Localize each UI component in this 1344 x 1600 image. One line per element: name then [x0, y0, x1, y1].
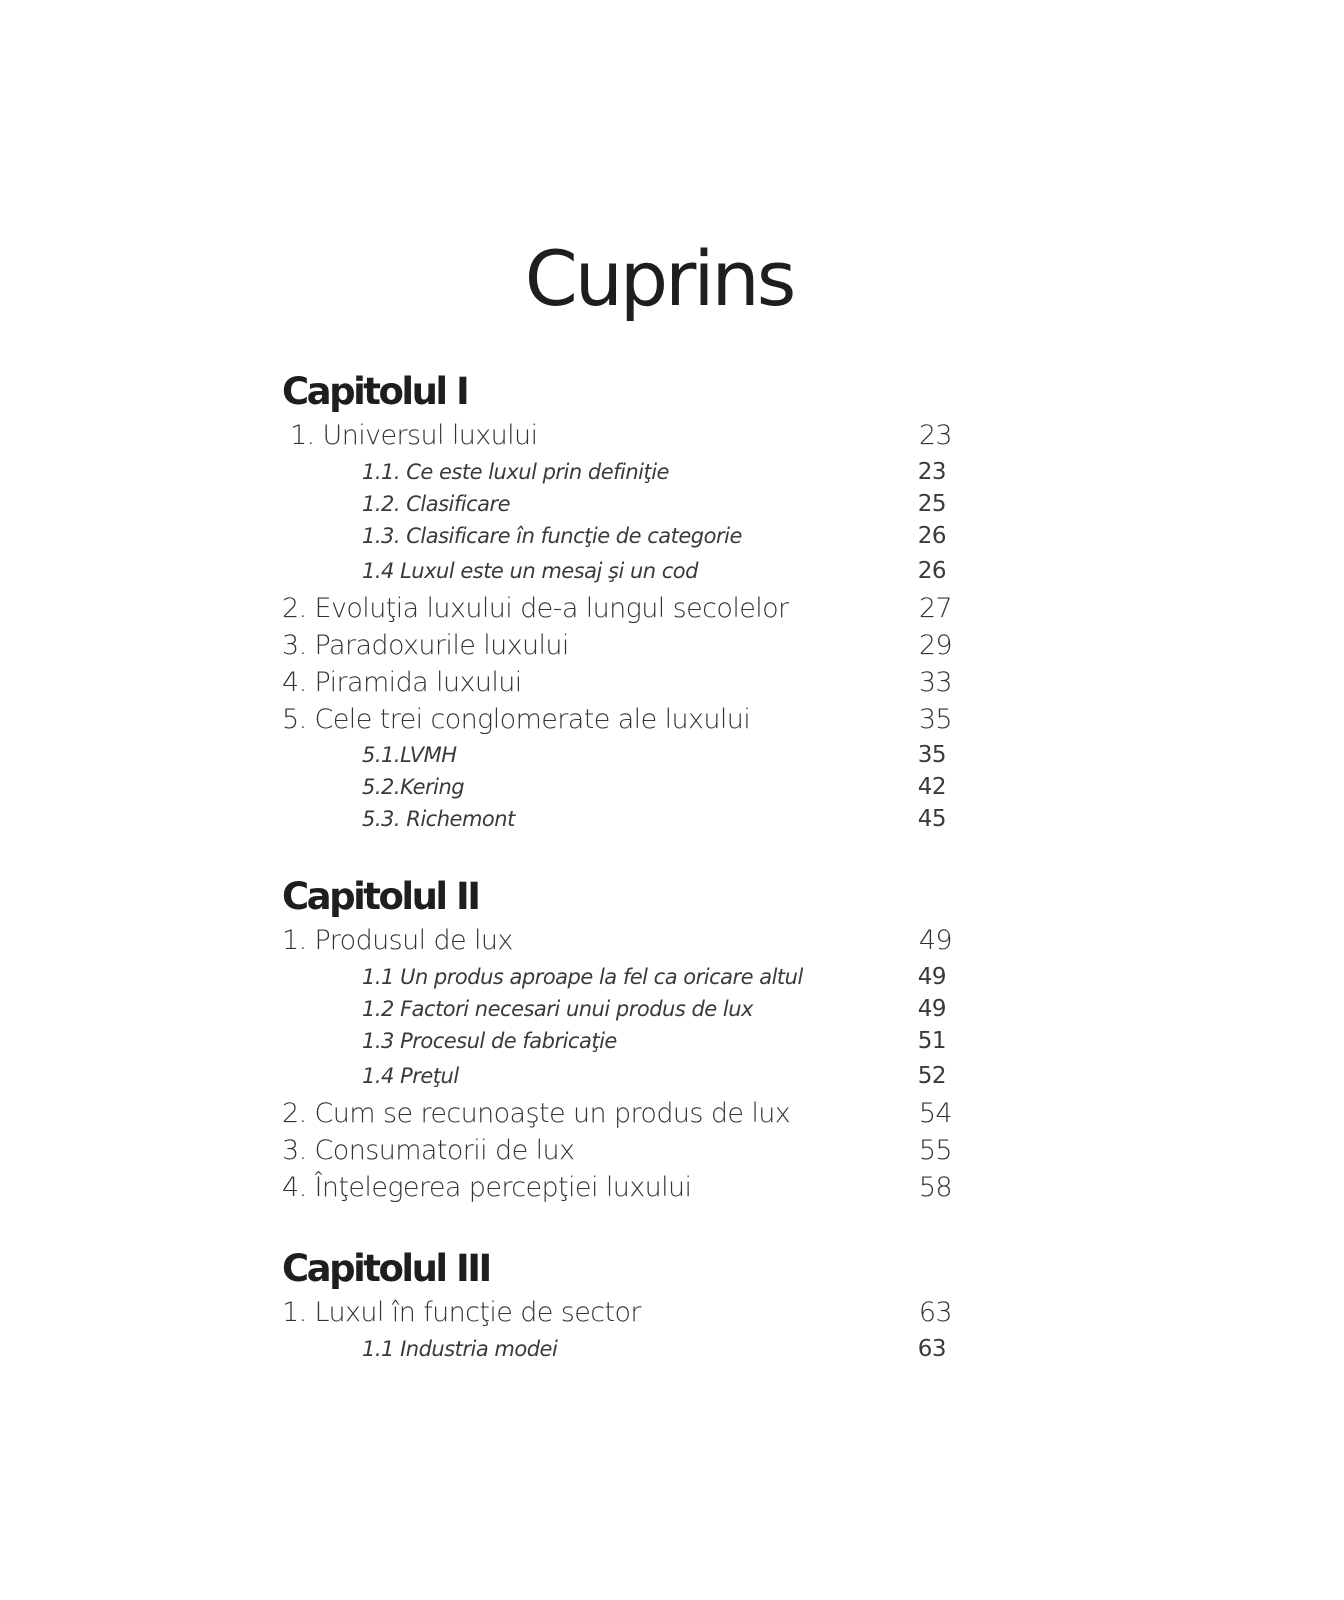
toc-entry-title: 4. Piramida luxului — [282, 667, 522, 698]
toc-page-number: 29 — [918, 630, 952, 661]
toc-subentry — [282, 552, 962, 590]
toc-entry-title: 2. Evoluţia luxului de-a lungul secolelor — [282, 593, 789, 624]
toc-page-number: 35 — [918, 704, 952, 735]
toc-page-number: 52 — [917, 1063, 946, 1089]
toc-entry-title: 1.3. Clasificare în funcţie de categorie — [362, 524, 742, 548]
toc-page-number: 23 — [917, 459, 946, 485]
toc-entry — [282, 416, 962, 456]
toc-page-number: 26 — [917, 523, 946, 549]
toc-page-number: 49 — [918, 925, 952, 956]
toc-page-number: 54 — [918, 1098, 952, 1129]
toc-entry-title: 5.1.LVMH — [362, 743, 457, 767]
toc-entry-title: 1.1 Industria modei — [362, 1337, 558, 1361]
toc-entry — [282, 590, 962, 627]
toc-subentry — [282, 961, 962, 993]
toc-entry — [282, 921, 962, 961]
toc-page-number: 45 — [917, 806, 946, 832]
toc-subentry — [282, 1333, 962, 1365]
toc-page-number: 35 — [917, 742, 946, 768]
toc-subentry — [282, 739, 962, 771]
chapter-heading: Capitolul III — [282, 1247, 490, 1290]
toc-subentry — [282, 488, 962, 520]
toc-entry-title: 1.1 Un produs aproape la fel ca oricare altul — [362, 965, 803, 989]
chapter-3 — [282, 1247, 962, 1365]
toc-entry — [282, 1095, 962, 1132]
toc-entry — [282, 1293, 962, 1333]
toc-entry-title: 1.2. Clasificare — [362, 492, 511, 516]
toc-entry-title: 1.4 Preţul — [362, 1064, 459, 1088]
toc-entry — [282, 701, 962, 739]
toc-entry-title: 4. Înţelegerea percepţiei luxului — [282, 1172, 692, 1203]
toc-entry-title: 3. Consumatorii de lux — [282, 1135, 575, 1166]
toc-page-number: 42 — [917, 774, 946, 800]
toc-page-number: 63 — [917, 1336, 946, 1362]
toc-entry — [282, 1132, 962, 1169]
toc-subentry — [282, 1025, 962, 1057]
toc-entry-title: 5.3. Richemont — [362, 807, 515, 831]
toc-page-number: 51 — [917, 1028, 946, 1054]
toc-page-number: 63 — [918, 1297, 952, 1328]
chapter-heading: Capitolul II — [282, 875, 479, 918]
toc-subentry — [282, 803, 962, 835]
chapter-1 — [282, 370, 962, 835]
toc-entry-title: 1. Luxul în funcţie de sector — [282, 1297, 641, 1328]
page-title: Cuprins — [524, 234, 794, 323]
toc-page-number: 25 — [917, 491, 946, 517]
toc-subentry — [282, 1057, 962, 1095]
toc-entry-title: 1. Produsul de lux — [282, 925, 513, 956]
toc-page-number: 49 — [917, 996, 946, 1022]
toc-subentry — [282, 993, 962, 1025]
toc-entry-title: 1.3 Procesul de fabricaţie — [362, 1029, 617, 1053]
toc-subentry — [282, 456, 962, 488]
toc-entry-title: 1.4 Luxul este un mesaj şi un cod — [362, 559, 698, 583]
toc-entry-title: 3. Paradoxurile luxului — [282, 630, 569, 661]
toc-entry — [282, 627, 962, 664]
toc-page-number: 49 — [917, 964, 946, 990]
toc-entry-title: 5.2.Kering — [362, 775, 465, 799]
toc-entry-title: 2. Cum se recunoaşte un produs de lux — [282, 1098, 791, 1129]
toc-entry-title: 1. Universul luxului — [282, 420, 538, 451]
toc-page-number: 55 — [918, 1135, 952, 1166]
toc-page-number: 33 — [918, 667, 952, 698]
toc-page-number: 27 — [918, 593, 952, 624]
toc-entry — [282, 664, 962, 701]
toc-entry-title: 1.1. Ce este luxul prin definiţie — [362, 460, 669, 484]
toc-page-number: 26 — [917, 558, 946, 584]
toc-page-number: 23 — [918, 420, 952, 451]
chapter-heading: Capitolul I — [282, 370, 468, 413]
toc-entry — [282, 1169, 962, 1206]
toc-subentry — [282, 520, 962, 552]
toc-entry-title: 1.2 Factori necesari unui produs de lux — [362, 997, 753, 1021]
toc-subentry — [282, 771, 962, 803]
toc-entry-title: 5. Cele trei conglomerate ale luxului — [282, 704, 751, 735]
chapter-2 — [282, 875, 962, 1206]
toc-page-number: 58 — [918, 1172, 952, 1203]
